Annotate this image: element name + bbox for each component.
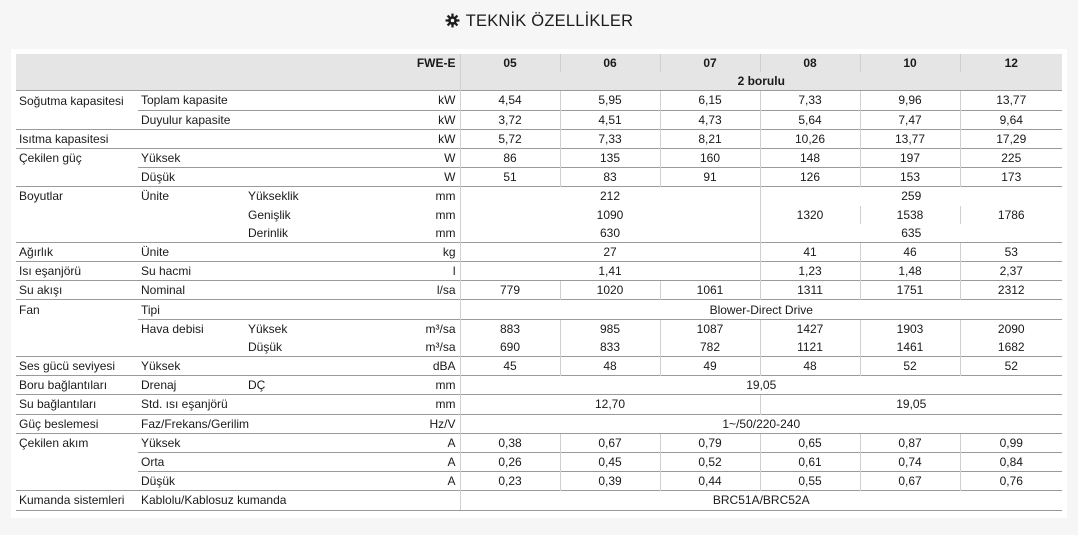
- spec-row: [16, 319, 1062, 338]
- spec-category: [16, 206, 138, 224]
- model-header: 07: [660, 54, 760, 72]
- model-header: 06: [560, 54, 660, 72]
- spec-row: [16, 224, 1062, 243]
- spec-value: 883: [460, 319, 560, 338]
- spec-subparameter: [245, 148, 343, 167]
- spec-value: 3,72: [460, 110, 560, 129]
- pipe-type-header: 2 borulu: [460, 72, 1062, 91]
- spec-row: [16, 357, 1062, 376]
- spec-category: [16, 338, 138, 357]
- spec-value: 1087: [660, 319, 760, 338]
- spec-value: 49: [660, 357, 760, 376]
- spec-row: [16, 91, 1062, 110]
- spec-value: 4,51: [560, 110, 660, 129]
- spec-unit: kW: [343, 91, 460, 110]
- spec-value: 13,77: [960, 91, 1062, 110]
- spec-value: 6,15: [660, 91, 760, 110]
- spec-subparameter: [245, 281, 343, 300]
- spec-value: 52: [860, 357, 960, 376]
- spec-parameter: Yüksek: [138, 433, 245, 452]
- spec-value: 1~/50/220-240: [460, 414, 1062, 433]
- spec-value: 779: [460, 281, 560, 300]
- spec-row: [16, 338, 1062, 357]
- spec-value: 52: [960, 357, 1062, 376]
- spec-category: [16, 452, 138, 471]
- spec-subparameter: [245, 110, 343, 129]
- spec-parameter: Ünite: [138, 242, 245, 261]
- spec-unit: A: [343, 452, 460, 471]
- spec-value: 1061: [660, 281, 760, 300]
- spec-row: [16, 452, 1062, 471]
- spec-value: 91: [660, 168, 760, 187]
- spec-unit: Hz/V: [343, 414, 460, 433]
- spec-row: [16, 187, 1062, 206]
- spec-value: 0,38: [460, 433, 560, 452]
- spec-value: 225: [960, 148, 1062, 167]
- spec-value: 1751: [860, 281, 960, 300]
- spec-parameter: Orta: [138, 452, 245, 471]
- spec-subparameter: [245, 91, 343, 110]
- subheader-blank: [16, 72, 460, 91]
- spec-value: 0,87: [860, 433, 960, 452]
- spec-value: 1427: [760, 319, 860, 338]
- spec-value: 1786: [960, 206, 1062, 224]
- spec-value: 985: [560, 319, 660, 338]
- spec-value: 1090: [460, 206, 760, 224]
- spec-value: 2090: [960, 319, 1062, 338]
- spec-row: [16, 206, 1062, 224]
- spec-subparameter: [245, 129, 343, 148]
- spec-parameter: Faz/Frekans/Gerilim: [138, 414, 245, 433]
- spec-category: Ses gücü seviyesi: [16, 357, 138, 376]
- spec-subparameter: [245, 452, 343, 471]
- spec-value: 5,64: [760, 110, 860, 129]
- spec-value: 19,05: [760, 395, 1062, 414]
- spec-category: [16, 472, 138, 491]
- model-header: 08: [760, 54, 860, 72]
- spec-row: [16, 262, 1062, 281]
- spec-parameter: Su hacmi: [138, 262, 245, 281]
- spec-unit: mm: [343, 376, 460, 395]
- spec-value: 2312: [960, 281, 1062, 300]
- spec-value: 0,55: [760, 472, 860, 491]
- spec-row: [16, 242, 1062, 261]
- spec-subparameter: [245, 395, 343, 414]
- spec-unit: [343, 300, 460, 319]
- spec-subparameter: DÇ: [245, 376, 343, 395]
- spec-value: 17,29: [960, 129, 1062, 148]
- spec-value: 160: [660, 148, 760, 167]
- spec-value: 0,52: [660, 452, 760, 471]
- spec-category: Fan: [16, 300, 138, 319]
- spec-value: 13,77: [860, 129, 960, 148]
- spec-value: 48: [560, 357, 660, 376]
- spec-value: 0,67: [560, 433, 660, 452]
- spec-subparameter: Düşük: [248, 339, 283, 354]
- spec-unit: mm: [343, 395, 460, 414]
- spec-category: Soğutma kapasitesi: [16, 91, 138, 110]
- spec-value: 1538: [860, 206, 960, 224]
- spec-parameter: Düşük: [138, 168, 245, 187]
- spec-value: 51: [460, 168, 560, 187]
- spec-category: [16, 319, 138, 338]
- spec-category: [16, 110, 138, 129]
- model-header: 05: [460, 54, 560, 72]
- spec-value: 27: [460, 242, 760, 261]
- spec-row: [16, 110, 1062, 129]
- spec-unit: kW: [343, 129, 460, 148]
- spec-category: Çekilen güç: [16, 148, 138, 167]
- spec-value: 0,26: [460, 452, 560, 471]
- model-label: FWE-E: [343, 54, 460, 72]
- spec-value: 7,33: [760, 91, 860, 110]
- spec-unit: [343, 491, 460, 510]
- spec-unit: A: [343, 433, 460, 452]
- spec-parameter: [138, 129, 245, 148]
- spec-category: Su akışı: [16, 281, 138, 300]
- spec-category: [16, 168, 138, 187]
- spec-value: 0,84: [960, 452, 1062, 471]
- spec-unit: m³/sa: [343, 319, 460, 338]
- spec-parameter: Kablolu/Kablosuz kumanda: [138, 491, 245, 510]
- spec-category: [16, 224, 138, 243]
- spec-subparameter: [245, 168, 343, 187]
- spec-subparameter: Yüksek: [245, 319, 343, 338]
- spec-value: 126: [760, 168, 860, 187]
- spec-value: 0,74: [860, 452, 960, 471]
- model-header: 12: [960, 54, 1062, 72]
- spec-value: 153: [860, 168, 960, 187]
- spec-row: [16, 281, 1062, 300]
- spec-value: 782: [660, 338, 760, 357]
- spec-value: 630: [460, 224, 760, 243]
- spec-value: 1,41: [460, 262, 760, 281]
- spec-unit: mm: [435, 225, 456, 240]
- spec-category: Güç beslemesi: [16, 414, 138, 433]
- spec-value: 0,44: [660, 472, 760, 491]
- spec-unit: W: [343, 168, 460, 187]
- spec-value: 5,95: [560, 91, 660, 110]
- spec-value: 1,23: [760, 262, 860, 281]
- spec-value: 0,23: [460, 472, 560, 491]
- spec-subparameter: [245, 300, 343, 319]
- spec-value: 45: [460, 357, 560, 376]
- spec-row: [16, 168, 1062, 187]
- spec-value: 148: [760, 148, 860, 167]
- spec-parameter: Nominal: [138, 281, 245, 300]
- spec-value: 86: [460, 148, 560, 167]
- spec-row: [16, 491, 1062, 510]
- spec-subparameter: [245, 414, 343, 433]
- spec-row: [16, 414, 1062, 433]
- spec-subparameter: Yükseklik: [245, 187, 343, 206]
- spec-value: 5,72: [460, 129, 560, 148]
- spec-parameter: Duyulur kapasite: [138, 110, 245, 129]
- spec-unit: mm: [435, 207, 456, 222]
- spec-unit: l: [343, 262, 460, 281]
- spec-subparameter: [245, 242, 343, 261]
- spec-subparameter: [245, 472, 343, 491]
- spec-row: [16, 148, 1062, 167]
- spec-parameter: Ünite: [138, 187, 245, 206]
- spec-value: 259: [760, 187, 1062, 206]
- spec-value: 7,33: [560, 129, 660, 148]
- spec-value: 9,96: [860, 91, 960, 110]
- spec-value: 0,65: [760, 433, 860, 452]
- subheader-row: [16, 72, 1062, 91]
- spec-category: Boyutlar: [16, 187, 138, 206]
- spec-value: 833: [560, 338, 660, 357]
- spec-value: 0,76: [960, 472, 1062, 491]
- spec-value: 0,79: [660, 433, 760, 452]
- spec-parameter: Düşük: [138, 472, 245, 491]
- spec-category: Su bağlantıları: [16, 395, 138, 414]
- spec-parameter: Std. ısı eşanjörü: [138, 395, 245, 414]
- spec-value: BRC51A/BRC52A: [460, 491, 1062, 510]
- spec-parameter: Yüksek: [138, 357, 245, 376]
- spec-value: 19,05: [460, 376, 1062, 395]
- spec-value: 1320: [760, 206, 860, 224]
- spec-value: 83: [560, 168, 660, 187]
- spec-value: 635: [760, 224, 1062, 243]
- spec-value: 1020: [560, 281, 660, 300]
- spec-parameter: Yüksek: [138, 148, 245, 167]
- spec-unit: A: [343, 472, 460, 491]
- spec-value: 0,67: [860, 472, 960, 491]
- spec-value: 1,48: [860, 262, 960, 281]
- spec-parameter: Tipi: [138, 300, 245, 319]
- spec-value: 1903: [860, 319, 960, 338]
- model-header: 10: [860, 54, 960, 72]
- spec-unit: W: [343, 148, 460, 167]
- spec-unit: l/sa: [343, 281, 460, 300]
- spec-subparameter: [245, 262, 343, 281]
- spec-value: 0,61: [760, 452, 860, 471]
- spec-row: [16, 129, 1062, 148]
- header-row: [16, 54, 1062, 72]
- spec-value: 8,21: [660, 129, 760, 148]
- spec-subparameter: [245, 433, 343, 452]
- spec-unit: mm: [343, 187, 460, 206]
- spec-parameter: Hava debisi: [138, 319, 245, 338]
- spec-parameter: Toplam kapasite: [138, 91, 245, 110]
- spec-row: [16, 395, 1062, 414]
- spec-table: [16, 54, 1062, 511]
- spec-unit: dBA: [343, 357, 460, 376]
- spec-value: 173: [960, 168, 1062, 187]
- spec-value: 53: [960, 242, 1062, 261]
- spec-value: 197: [860, 148, 960, 167]
- spec-category: Boru bağlantıları: [16, 376, 138, 395]
- page-heading: [0, 12, 1078, 33]
- spec-category: Çekilen akım: [16, 433, 138, 452]
- spec-row: [16, 376, 1062, 395]
- spec-row: [16, 300, 1062, 319]
- spec-parameter: [138, 224, 245, 243]
- spec-subparameter: Genişlik: [248, 207, 291, 222]
- gear-icon: [445, 13, 460, 33]
- spec-value: 212: [460, 187, 760, 206]
- spec-value: 1682: [960, 338, 1062, 357]
- spec-unit: kW: [343, 110, 460, 129]
- spec-category: Isıtma kapasitesi: [16, 129, 138, 148]
- spec-value: 135: [560, 148, 660, 167]
- spec-value: 9,64: [960, 110, 1062, 129]
- spec-value: 10,26: [760, 129, 860, 148]
- spec-value: 0,39: [560, 472, 660, 491]
- spec-value: 0,45: [560, 452, 660, 471]
- spec-unit: kg: [343, 242, 460, 261]
- spec-row: [16, 472, 1062, 491]
- spec-value: 0,99: [960, 433, 1062, 452]
- spec-category: Ağırlık: [16, 242, 138, 261]
- spec-value: 12,70: [460, 395, 760, 414]
- spec-parameter: Drenaj: [138, 376, 245, 395]
- spec-category: Kumanda sistemleri: [16, 491, 138, 510]
- spec-panel: [11, 49, 1067, 518]
- spec-value: 4,73: [660, 110, 760, 129]
- spec-unit: m³/sa: [425, 339, 456, 354]
- spec-value: 4,54: [460, 91, 560, 110]
- header-blank: [16, 54, 343, 72]
- spec-subparameter: Derinlik: [248, 225, 289, 240]
- spec-value: 1121: [760, 338, 860, 357]
- spec-subparameter: [245, 357, 343, 376]
- spec-value: Blower-Direct Drive: [460, 300, 1062, 319]
- spec-parameter: [138, 338, 245, 357]
- spec-value: 2,37: [960, 262, 1062, 281]
- spec-value: 7,47: [860, 110, 960, 129]
- spec-parameter: [138, 206, 245, 224]
- spec-value: 1461: [860, 338, 960, 357]
- spec-value: 46: [860, 242, 960, 261]
- spec-value: 41: [760, 242, 860, 261]
- spec-value: 48: [760, 357, 860, 376]
- spec-category: Isı eşanjörü: [16, 262, 138, 281]
- spec-value: 1311: [760, 281, 860, 300]
- page-title: TEKNİK ÖZELLİKLER: [465, 12, 634, 30]
- spec-value: 690: [460, 338, 560, 357]
- spec-row: [16, 433, 1062, 452]
